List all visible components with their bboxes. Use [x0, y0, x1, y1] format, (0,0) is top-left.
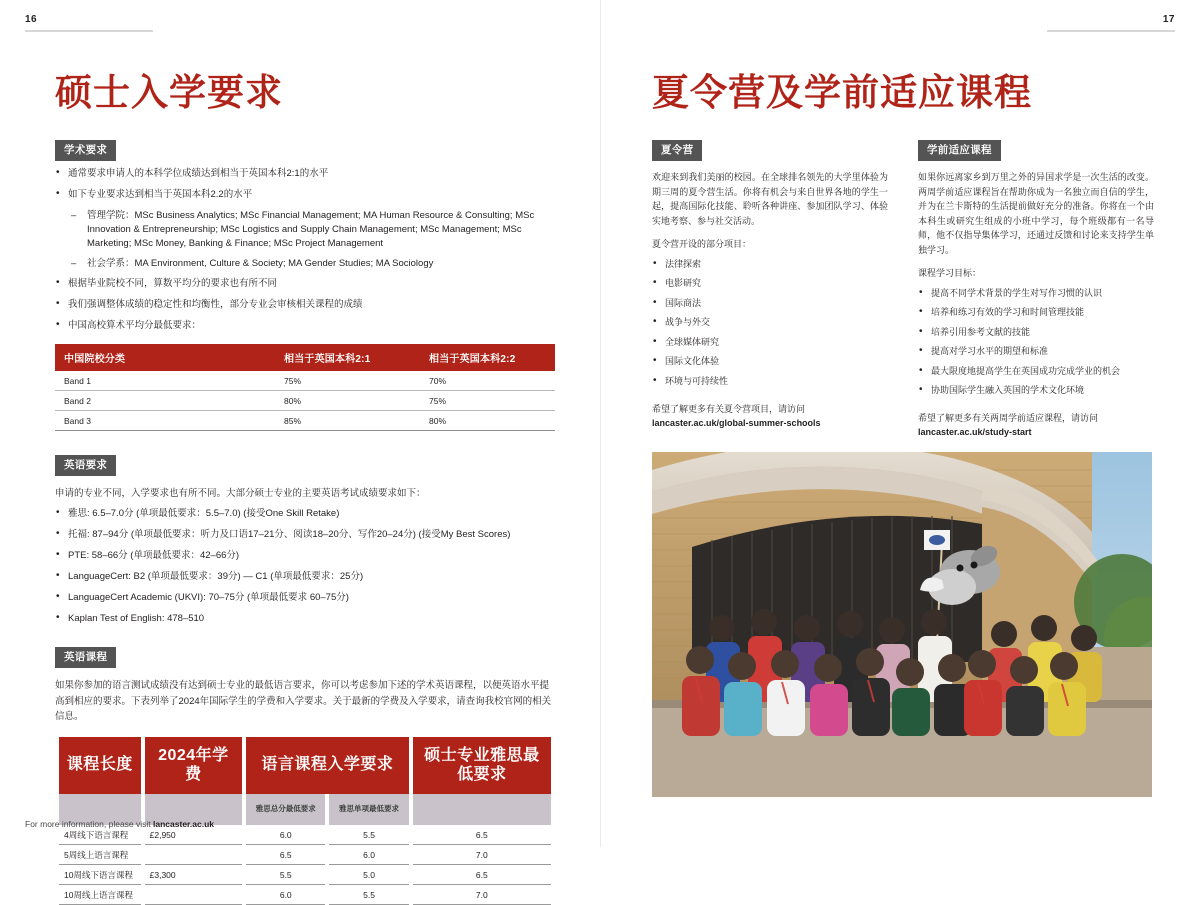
- list-item: – 社会学系：MA Environment, Culture & Society; MA Gender Studies; MA Sociology: [71, 257, 555, 271]
- table-row: [55, 391, 555, 411]
- list-item: • 法律探索: [652, 258, 888, 271]
- left-page-number: 16: [25, 14, 38, 25]
- list-item: • 培养和练习有效的学习和时间管理技能: [918, 306, 1154, 319]
- academic-bullet-list-after: [55, 277, 555, 333]
- summer-camp-group-photo: [652, 452, 1152, 797]
- pre-sessional-link-note: [918, 411, 1154, 439]
- table-cell: 80%: [420, 411, 555, 431]
- list-item: • 全球媒体研究: [652, 336, 888, 349]
- badge-english-requirements: 英语要求: [55, 455, 116, 476]
- left-header-rule: [25, 30, 153, 32]
- list-item: • 提高不同学术背景的学生对写作习惯的认识: [918, 287, 1154, 300]
- page-title-right: 夏令营及学前适应课程: [652, 72, 1032, 113]
- left-content: [55, 140, 555, 905]
- list-item: • 培养引用参考文献的技能: [918, 326, 1154, 339]
- column-header: 相当于英国本科2:1: [275, 344, 420, 371]
- list-item: • LanguageCert Academic (UKVI): 70–75分 (单项最低要求 60–75分): [55, 591, 555, 605]
- photo-illustration: [652, 452, 1152, 797]
- table-cell: 7.0: [413, 845, 551, 865]
- list-item: • 雅思: 6.5–7.0分 (单项最低要求：5.5–7.0) (接受One Skill Retake): [55, 507, 555, 521]
- table-row: [59, 845, 551, 865]
- english-requirements-list: [55, 507, 555, 626]
- right-header-rule: [1047, 30, 1175, 32]
- table-cell: 6.0: [329, 845, 408, 865]
- right-columns: [652, 140, 1154, 439]
- list-item: • 协助国际学生融入英国的学术文化环境: [918, 384, 1154, 397]
- list-item: • 环境与可持续性: [652, 375, 888, 388]
- column-header-entry-requirements: 语言课程入学要求: [246, 737, 409, 794]
- summer-camp-column: [652, 140, 888, 439]
- list-item: • 我们强调整体成绩的稳定性和均衡性，部分专业会审核相关课程的成绩: [55, 298, 555, 312]
- summer-camp-link-text: 希望了解更多有关夏令营项目，请访问: [652, 403, 806, 414]
- table-cell: 5.0: [329, 865, 408, 885]
- badge-pre-sessional: 学前适应课程: [918, 140, 1001, 161]
- page-title-left: 硕士入学要求: [55, 72, 283, 113]
- table-header-row: [55, 344, 555, 371]
- column-header: 相当于英国本科2:2: [420, 344, 555, 371]
- table-cell: Band 3: [55, 411, 275, 431]
- summer-camp-list-intro: 夏令营开设的部分项目：: [652, 239, 752, 249]
- table-cell: 70%: [420, 371, 555, 391]
- table-cell: 10周线下语言课程: [59, 865, 141, 885]
- table-cell: 10周线上语言课程: [59, 885, 141, 905]
- list-item: • 如下专业要求达到相当于英国本科2.2的水平: [55, 188, 555, 202]
- list-item: – 管理学院：MSc Business Analytics; MSc Financial Management; MA Human Resource & Consulting; MSc Innovation & Entrepreneurship; MSc Logistics and Supply Chain Management; MSc Management; MSc Marketing; MSc Money, Banking & Finance; MSc Project Management: [71, 209, 555, 251]
- list-item: • LanguageCert: B2 (单项最低要求：39分) — C1 (单项最低要求：25分): [55, 570, 555, 584]
- table-cell: 6.0: [246, 825, 325, 845]
- left-page: [0, 0, 600, 900]
- table-cell: £3,300: [145, 865, 243, 885]
- academic-bullet-list: [55, 167, 555, 202]
- table-cell: Band 2: [55, 391, 275, 411]
- list-item: • 托福: 87–94分 (单项最低要求：听力及口语17–21分、阅读18–20分、写作20–24分) (接受My Best Scores): [55, 528, 555, 542]
- left-title-wrap: [55, 72, 283, 114]
- table-row: [55, 411, 555, 431]
- footer-site: lancaster.ac.uk: [153, 819, 214, 829]
- summer-camp-link-note: [652, 402, 888, 430]
- footer-prefix: For more information, please visit: [25, 819, 154, 829]
- table-cell: 6.5: [413, 825, 551, 845]
- summer-camp-program-list: [652, 258, 888, 388]
- english-courses-paragraph: 如果你参加的语言测试成绩没有达到硕士专业的最低语言要求，你可以考虑参加下述的学术英语课程，以便英语水平提高到相应的要求。下表列举了2024年国际学生的学费和入学要求。关于最新的学费及入学要求，请查询我校官网的相关信息。: [55, 680, 552, 722]
- pre-sessional-url[interactable]: lancaster.ac.uk/study-start: [918, 427, 1032, 437]
- table-cell: 6.5: [413, 865, 551, 885]
- table-cell: Band 1: [55, 371, 275, 391]
- table-cell: 80%: [275, 391, 420, 411]
- list-item: • 最大限度地提高学生在英国成功完成学业的机会: [918, 365, 1154, 378]
- sub-header-ielts-overall: 雅思总分最低要求: [246, 794, 325, 825]
- badge-summer-camp: 夏令营: [652, 140, 702, 161]
- list-item: • 国际商法: [652, 297, 888, 310]
- list-item: • 提高对学习水平的期望和标准: [918, 345, 1154, 358]
- left-page-number-block: [25, 14, 153, 32]
- summer-camp-paragraph: 欢迎来到我们美丽的校园。在全球排名领先的大学里体验为期三周的夏令营生活。你将有机会与来自世界各地的学生一起，提高国际化技能、聆听各种讲座、参加团队学习、体验实地考察、参与社交活动。: [652, 172, 888, 226]
- table-cell: 4周线下语言课程: [59, 825, 141, 845]
- band-requirements-table: [55, 344, 555, 431]
- english-requirements-intro: 申请的专业不同，入学要求也有所不同。大部分硕士专业的主要英语考试成绩要求如下：: [55, 488, 426, 499]
- list-item: • 通常要求申请人的本科学位成绩达到相当于英国本科2:1的水平: [55, 167, 555, 181]
- right-page-number-block: [1047, 14, 1175, 32]
- column-header-fee: 2024年学费: [145, 737, 243, 794]
- table-cell: 6.0: [246, 885, 325, 905]
- pre-sessional-list-intro: 课程学习目标：: [918, 268, 982, 278]
- pre-sessional-paragraph: 如果你远离家乡到万里之外的异国求学是一次生活的改变。两周学前适应课程旨在帮助你成为一名独立而自信的学生，并为在兰卡斯特的生活提前做好充分的准备。你将在一个由本科生或研究生组成的小班中学习，每个班级都有一名导师，他不仅指导集体学习，还通过反馈和讨论来支持学生单独学习。: [918, 172, 1154, 255]
- table-row: [59, 865, 551, 885]
- sub-header-blank-3: [413, 794, 551, 825]
- table-cell: 75%: [275, 371, 420, 391]
- table-main-header-row: [59, 737, 551, 794]
- list-item: • PTE: 58–66分 (单项最低要求：42–66分): [55, 549, 555, 563]
- academic-sub-list: [55, 209, 555, 271]
- table-cell: 5周线上语言课程: [59, 845, 141, 865]
- pre-sessional-objectives-list: [918, 287, 1154, 398]
- list-item: • 战争与外交: [652, 316, 888, 329]
- summer-camp-url[interactable]: lancaster.ac.uk/global-summer-schools: [652, 417, 821, 428]
- list-item: • 电影研究: [652, 277, 888, 290]
- list-item: • 中国高校算术平均分最低要求：: [55, 319, 555, 333]
- footer: [25, 819, 214, 829]
- column-header-course-length: 课程长度: [59, 737, 141, 794]
- table-cell: 75%: [420, 391, 555, 411]
- table-cell: 7.0: [413, 885, 551, 905]
- pre-sessional-column: [918, 140, 1154, 439]
- column-header: 中国院校分类: [55, 344, 275, 371]
- sub-header-ielts-component: 雅思单项最低要求: [329, 794, 408, 825]
- table-row: [59, 885, 551, 905]
- column-header-masters-ielts: 硕士专业雅思最低要求: [413, 737, 551, 794]
- pre-sessional-link-text: 希望了解更多有关两周学前适应课程，请访问: [918, 413, 1099, 423]
- table-cell: [145, 885, 243, 905]
- table-cell: [145, 845, 243, 865]
- table-row: [55, 371, 555, 391]
- list-item: • 国际文化体验: [652, 355, 888, 368]
- table-cell: 6.5: [246, 845, 325, 865]
- table-cell: 5.5: [329, 885, 408, 905]
- table-cell: 5.5: [246, 865, 325, 885]
- badge-academic-requirements: 学术要求: [55, 140, 116, 161]
- table-cell: 5.5: [329, 825, 408, 845]
- badge-english-courses: 英语课程: [55, 647, 116, 668]
- list-item: • Kaplan Test of English: 478–510: [55, 612, 555, 626]
- table-cell: 85%: [275, 411, 420, 431]
- right-title-wrap: [652, 72, 1032, 114]
- list-item: • 根据毕业院校不同，算数平均分的要求也有所不同: [55, 277, 555, 291]
- table-cell: £2,950: [145, 825, 243, 845]
- right-page-number: 17: [1162, 14, 1175, 25]
